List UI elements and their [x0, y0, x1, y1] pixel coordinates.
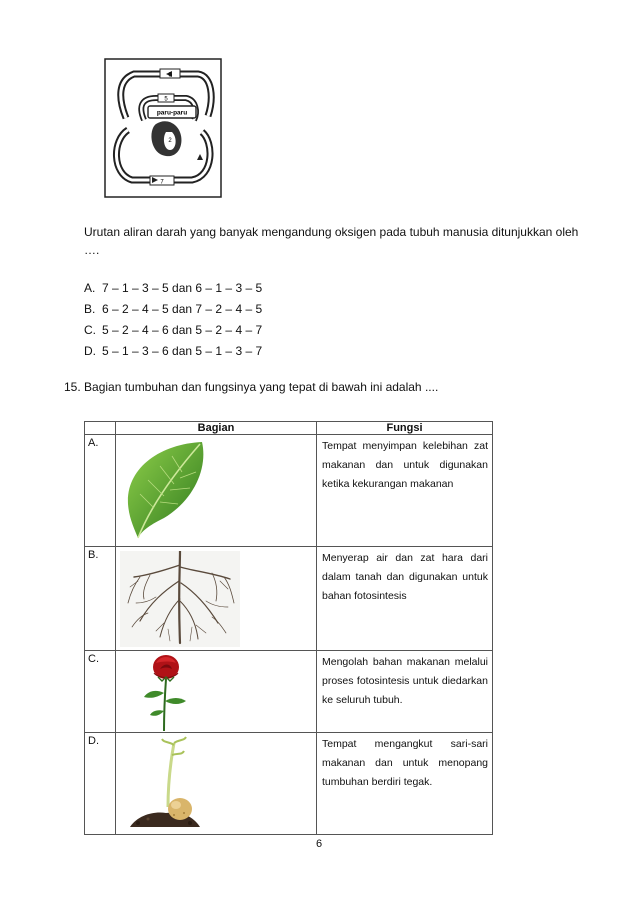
leaf-image: [120, 438, 210, 542]
page-number: 6: [315, 838, 323, 850]
row-function: Menyerap air dan zat hara dari dalam tanah dan digunakan untuk bahan fotosintesis: [317, 547, 493, 651]
row-letter: A.: [85, 435, 116, 547]
option-text: 5 – 1 – 3 – 6 dan 5 – 1 – 3 – 7: [102, 344, 263, 358]
header-function: Fungsi: [317, 422, 493, 435]
question-14-text: Urutan aliran darah yang banyak mengandung oksigen pada tubuh manusia ditunjukkan oleh: [84, 225, 579, 239]
table-header-row: [85, 422, 493, 435]
diagram-label-2: 2: [168, 138, 172, 144]
option-text: 6 – 2 – 4 – 5 dan 7 – 2 – 4 – 5: [102, 302, 263, 316]
header-empty: [85, 422, 116, 435]
row-function: Tempat mengangkut sari-sari makanan dan untuk menopang tumbuhan berdiri tegak.: [317, 733, 493, 835]
diagram-label-6: 6: [168, 72, 172, 79]
option-letter: C.: [84, 323, 96, 337]
root-image: [120, 551, 240, 647]
option-c[interactable]: [84, 323, 262, 337]
header-part: Bagian: [116, 422, 317, 435]
option-letter: A.: [84, 281, 96, 295]
rose-flower-image: [140, 653, 190, 733]
row-function: Tempat menyimpan kelebihan zat makanan dan untuk digunakan ketika kekurangan makanan: [317, 435, 493, 547]
circulation-diagram: [104, 58, 222, 198]
option-letter: D.: [84, 344, 96, 358]
option-d[interactable]: [84, 344, 262, 358]
row-letter: B.: [85, 547, 116, 651]
option-a[interactable]: [84, 281, 262, 295]
table-row[interactable]: [85, 547, 493, 651]
row-image-cell: [116, 733, 317, 835]
question-15-text: 15. Bagian tumbuhan dan fungsinya yang tepat di bawah ini adalah ....: [64, 380, 439, 394]
table-row[interactable]: [85, 435, 493, 547]
row-letter: D.: [85, 733, 116, 835]
row-image-cell: [116, 651, 317, 733]
diagram-label-5: 5: [164, 96, 168, 103]
option-letter: B.: [84, 302, 96, 316]
option-text: 5 – 2 – 4 – 6 dan 5 – 2 – 4 – 7: [102, 323, 263, 337]
option-b[interactable]: [84, 302, 262, 316]
row-image-cell: [116, 547, 317, 651]
plant-parts-table: [84, 421, 493, 835]
question-14-ellipsis: ….: [84, 243, 100, 257]
row-function: Mengolah bahan makanan melalui proses fotosintesis untuk diedarkan ke seluruh tubuh.: [317, 651, 493, 733]
row-letter: C.: [85, 651, 116, 733]
sprouting-potato-image: [124, 735, 204, 831]
table-row[interactable]: [85, 733, 493, 835]
diagram-label-7: 7: [160, 179, 164, 186]
row-image-cell: [116, 435, 317, 547]
option-text: 7 – 1 – 3 – 5 dan 6 – 1 – 3 – 5: [102, 281, 263, 295]
diagram-label-lungs: paru-paru: [156, 109, 188, 117]
table-row[interactable]: [85, 651, 493, 733]
